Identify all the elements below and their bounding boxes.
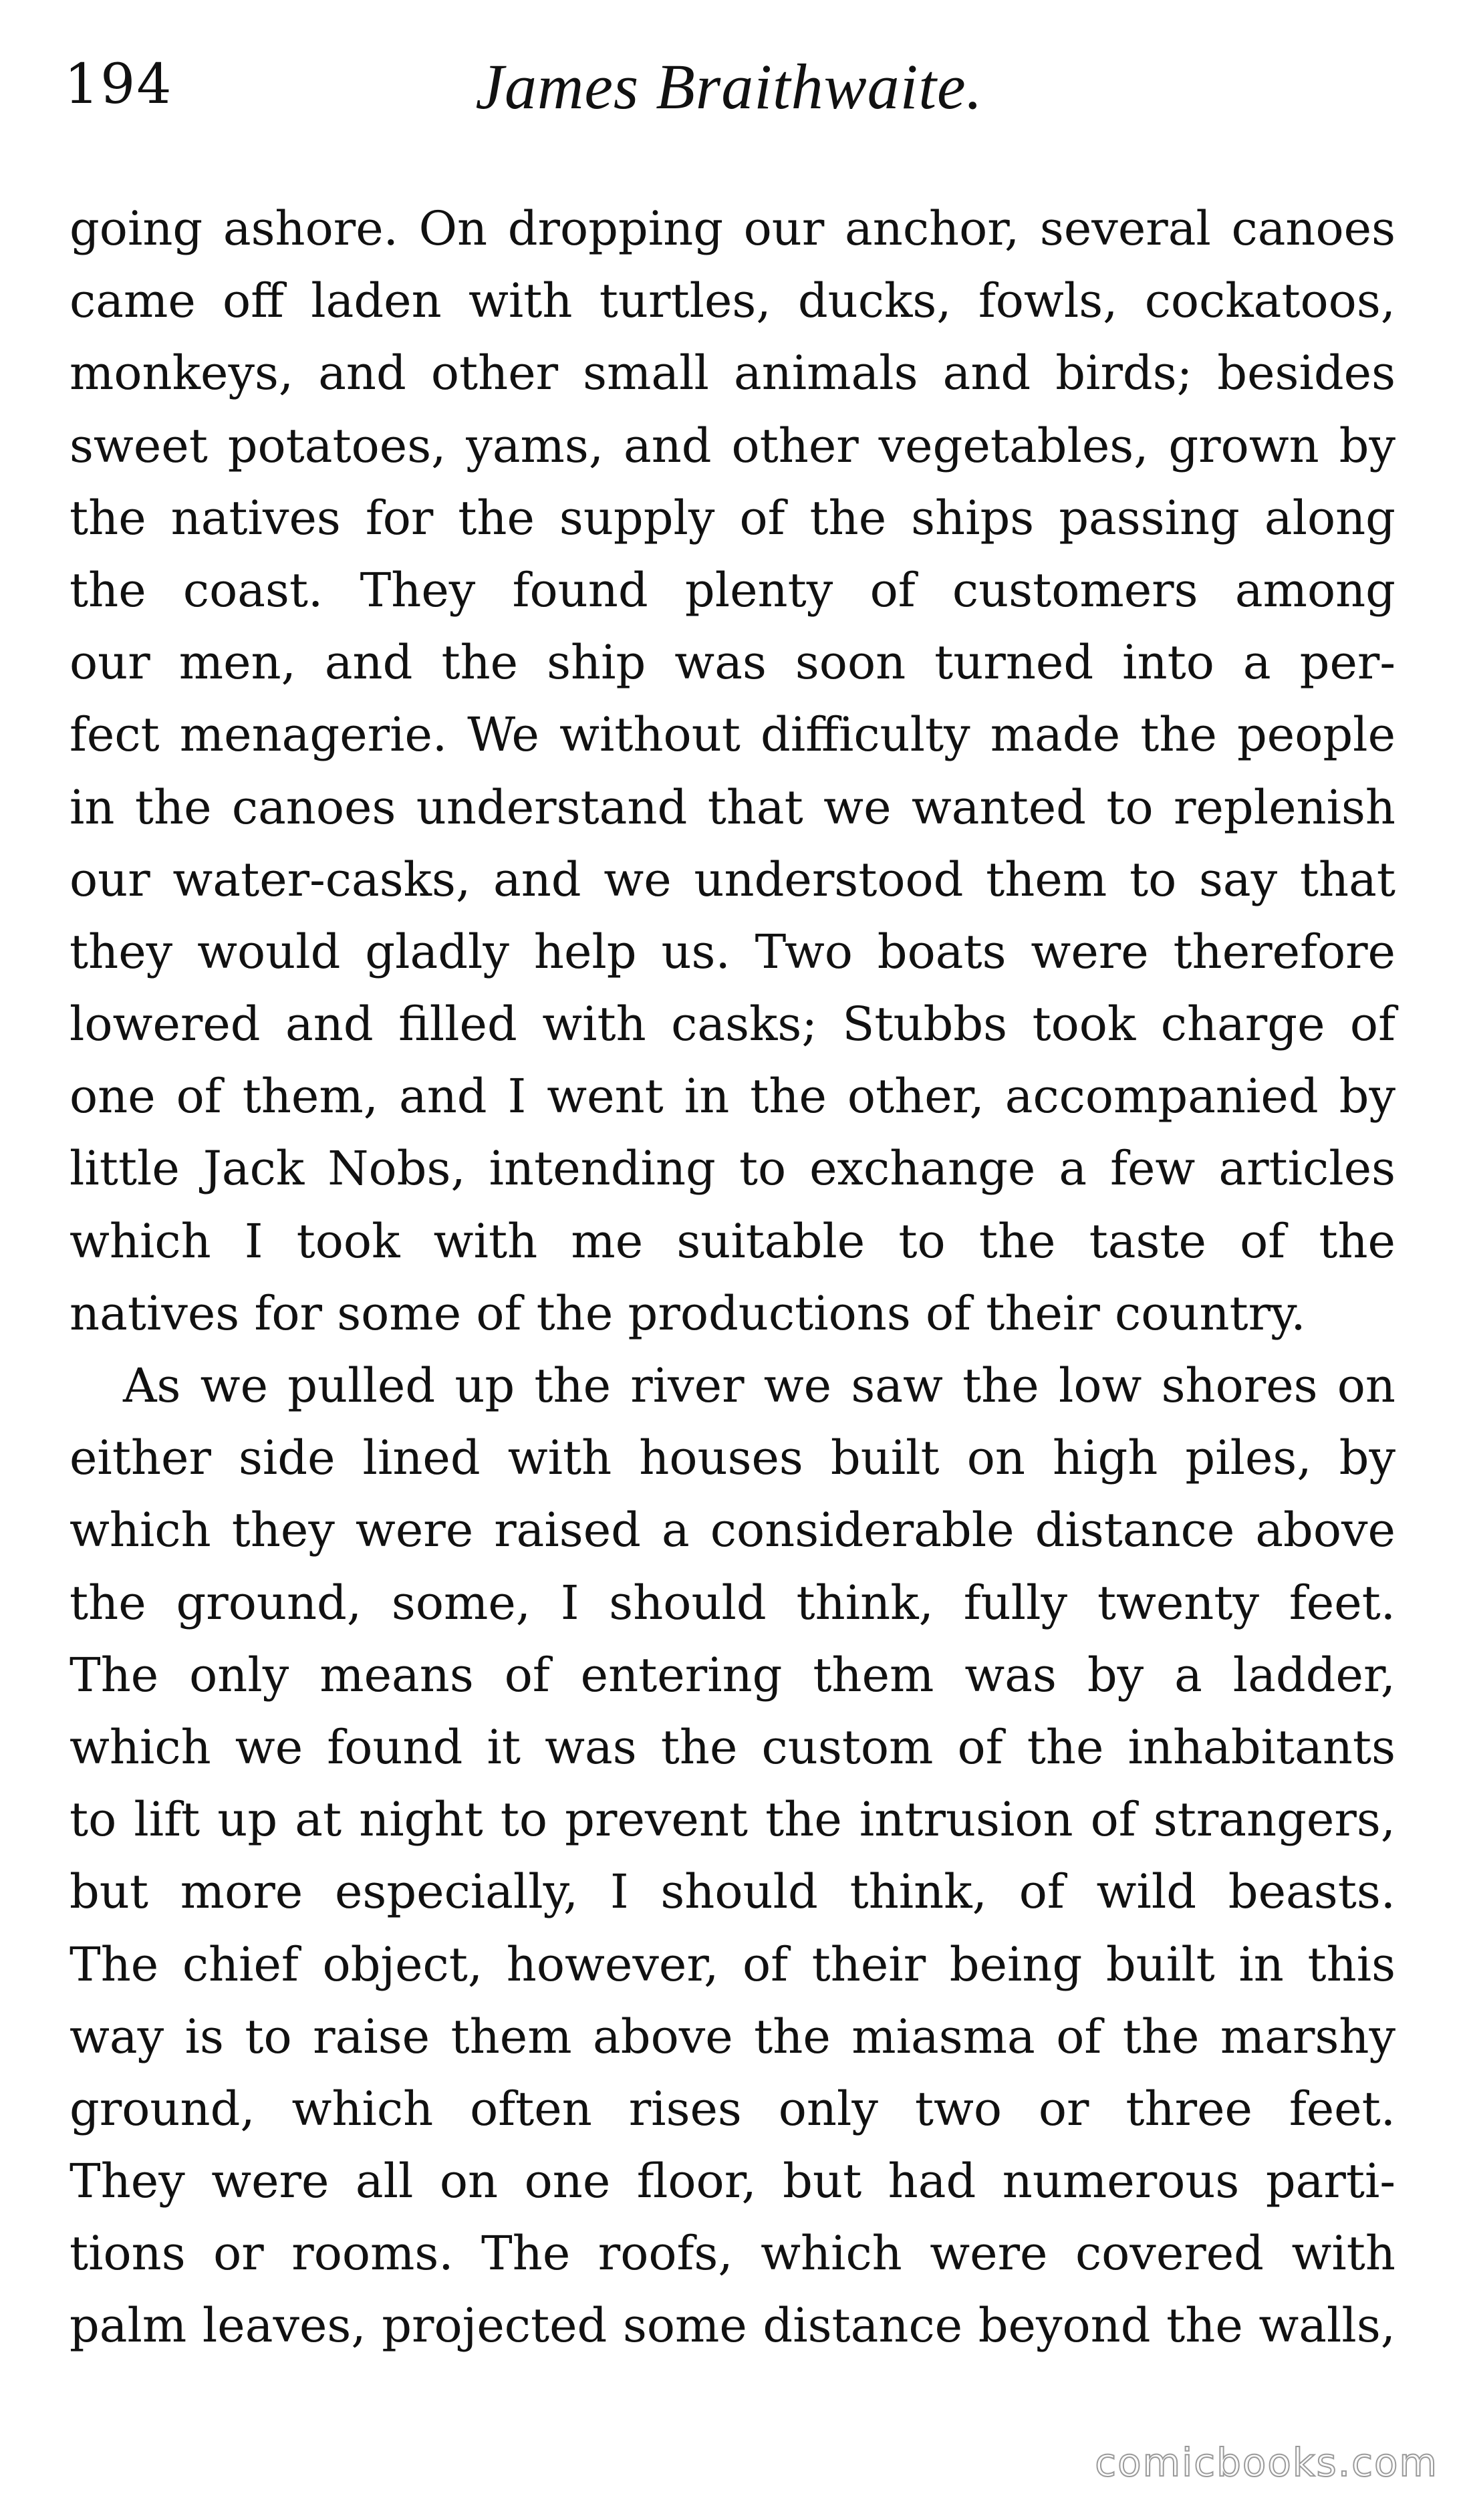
text-line: going ashore. On dropping our anchor, several canoes bbox=[70, 201, 1395, 256]
text-line: The only means of entering them was by a ladder, bbox=[70, 1647, 1395, 1703]
body-text bbox=[70, 193, 1395, 2362]
page-number: 194 bbox=[64, 53, 173, 116]
text-line: came off laden with turtles, ducks, fowls, cockatoos, bbox=[70, 273, 1395, 329]
text-line: tions or rooms. The roofs, which were covered with bbox=[70, 2226, 1395, 2281]
text-line: ground, which often rises only two or three feet. bbox=[70, 2081, 1395, 2136]
page-header bbox=[64, 51, 1394, 144]
text-line: which I took with me suitable to the taste of the bbox=[70, 1213, 1395, 1269]
text-line: the natives for the supply of the ships passing along bbox=[70, 490, 1395, 545]
text-line: to lift up at night to prevent the intrusion of strangers, bbox=[70, 1792, 1395, 1848]
text-line: either side lined with houses built on high piles, by bbox=[70, 1430, 1395, 1486]
text-line: our water-casks, and we understood them to say that bbox=[70, 852, 1395, 907]
text-line: monkeys, and other small animals and birds; besides bbox=[70, 346, 1395, 401]
text-line: which they were raised a considerable distance above bbox=[70, 1503, 1395, 1558]
text-line: They were all on one floor, but had numerous parti- bbox=[70, 2154, 1395, 2209]
text-line: in the canoes understand that we wanted to replenish bbox=[70, 779, 1395, 835]
text-line: sweet potatoes, yams, and other vegetables, grown by bbox=[70, 418, 1395, 473]
text-line: the ground, some, I should think, fully twenty feet. bbox=[70, 1575, 1395, 1630]
paragraph-start-line: As we pulled up the river we saw the low shores on bbox=[123, 1358, 1395, 1413]
text-line: little Jack Nobs, intending to exchange a few articles bbox=[70, 1141, 1395, 1196]
paragraph-end-line: natives for some of the productions of their country. bbox=[70, 1285, 1306, 1341]
watermark-text: comicbooks.com bbox=[1095, 2440, 1438, 2485]
text-line: the coast. They found plenty of customers among bbox=[70, 562, 1395, 618]
text-line: they would gladly help us. Two boats were therefore bbox=[70, 924, 1395, 979]
text-line: The chief object, however, of their being built in this bbox=[70, 1936, 1395, 1992]
text-line: lowered and filled with casks; Stubbs took charge of bbox=[70, 997, 1395, 1052]
text-line: but more especially, I should think, of wild beasts. bbox=[70, 1864, 1395, 1920]
text-line: which we found it was the custom of the inhabitants bbox=[70, 1719, 1395, 1775]
text-line: one of them, and I went in the other, accompanied by bbox=[70, 1069, 1395, 1124]
text-line: way is to raise them above the miasma of the marshy bbox=[70, 2009, 1395, 2064]
text-line: our men, and the ship was soon turned into a per- bbox=[70, 635, 1395, 690]
running-head-title: James Braithwaite. bbox=[475, 51, 983, 122]
text-line: fect menagerie. We without difficulty made the people bbox=[70, 707, 1395, 763]
text-line: palm leaves, projected some distance beyond the walls, bbox=[70, 2298, 1395, 2354]
